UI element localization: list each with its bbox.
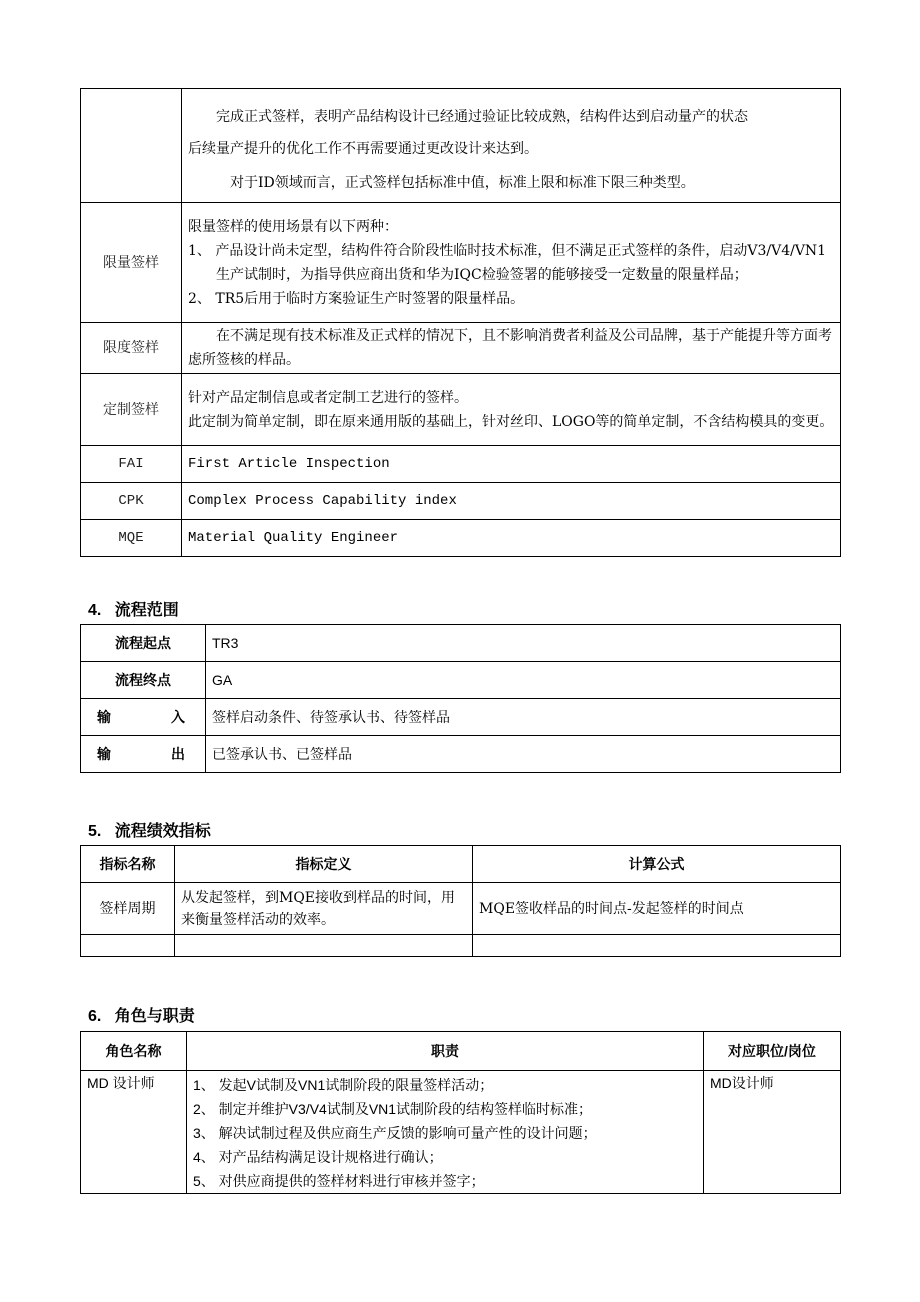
mqe-row <box>81 520 841 557</box>
kpi-row <box>81 883 841 935</box>
role-duties <box>187 1071 704 1194</box>
custom-sample-desc <box>182 374 841 446</box>
duty-item: 1、 发起V试制及VN1试制阶段的限量签样活动； <box>193 1077 494 1093</box>
scope-value-start: TR3 <box>206 625 841 662</box>
cpk-row <box>81 483 841 520</box>
kpi-header-formula: 计算公式 <box>473 846 841 883</box>
cpk-term: CPK <box>81 483 182 520</box>
degree-sample-row <box>81 323 841 374</box>
duty-item: 3、 解决试制过程及供应商生产反馈的影响可量产性的设计问题； <box>193 1125 597 1141</box>
formal-sample-term <box>81 89 182 203</box>
roles-header-duties: 职责 <box>187 1032 704 1071</box>
kpi-empty-cell <box>473 935 841 957</box>
kpi-table <box>80 845 841 957</box>
roles-header-role: 角色名称 <box>81 1032 187 1071</box>
kpi-formula: MQE签收样品的时间点-发起签样的时间点 <box>473 883 841 935</box>
kpi-empty-row <box>81 935 841 957</box>
section5-heading <box>88 818 211 841</box>
duty-item: 4、 对产品结构满足设计规格进行确认； <box>193 1149 443 1165</box>
custom-sample-row <box>81 374 841 446</box>
scope-row-start <box>81 625 841 662</box>
formal-sample-para1: 完成正式签样，表明产品结构设计已经通过验证比较成熟，结构件达到启动量产的状态 <box>216 108 748 125</box>
scope-value-output: 已签承认书、已签样品 <box>206 736 841 773</box>
duty-item: 5、 对供应商提供的签样材料进行审核并签字； <box>193 1173 485 1189</box>
cpk-desc: Complex Process Capability index <box>182 483 841 520</box>
section4-title: 流程范围 <box>114 602 179 619</box>
section4-number: 4. <box>88 602 102 619</box>
limit-sample-desc <box>182 203 841 323</box>
limit-sample-item2: 2、 TR5后用于临时方案验证生产时签署的限量样品。 <box>188 290 525 307</box>
process-scope-table <box>80 624 841 773</box>
scope-value-input: 签样启动条件、待签承认书、待签样品 <box>206 699 841 736</box>
kpi-empty-cell <box>175 935 473 957</box>
limit-sample-intro: 限量签样的使用场景有以下两种： <box>188 218 398 235</box>
roles-table <box>80 1031 841 1194</box>
degree-sample-text: 在不满足现有技术标准及正式样的情况下，且不影响消费者利益及公司品牌，基于产能提升等方面考虑所签核的样品。 <box>188 328 832 368</box>
fai-row <box>81 446 841 483</box>
roles-row <box>81 1071 841 1194</box>
kpi-name: 签样周期 <box>81 883 175 935</box>
scope-key-start: 流程起点 <box>81 625 206 662</box>
section5-title: 流程绩效指标 <box>114 823 211 840</box>
scope-row-input <box>81 699 841 736</box>
section6-heading <box>88 1003 195 1026</box>
degree-sample-term: 限度签样 <box>81 323 182 374</box>
custom-sample-term: 定制签样 <box>81 374 182 446</box>
scope-key-end: 流程终点 <box>81 662 206 699</box>
section6-title: 角色与职责 <box>114 1008 195 1025</box>
role-name: MD 设计师 <box>81 1071 187 1194</box>
fai-desc: First Article Inspection <box>182 446 841 483</box>
scope-key-input: 输 入 <box>81 699 206 736</box>
section4-heading <box>88 597 179 620</box>
kpi-header-row <box>81 846 841 883</box>
fai-term: FAI <box>81 446 182 483</box>
role-position: MD设计师 <box>704 1071 841 1194</box>
limit-sample-term: 限量签样 <box>81 203 182 323</box>
kpi-empty-cell <box>81 935 175 957</box>
degree-sample-desc <box>182 323 841 374</box>
kpi-definition: 从发起签样，到MQE接收到样品的时间，用来衡量签样活动的效率。 <box>175 883 473 935</box>
scope-row-end <box>81 662 841 699</box>
mqe-desc: Material Quality Engineer <box>182 520 841 557</box>
limit-sample-item1: 1、 产品设计尚未定型，结构件符合阶段性临时技术标准，但不满足正式签样的条件，启动V3/V4/VN1生产试制时，为指导供应商出货和华为IQC检验签署的能够接受一定数量的限量样品； <box>188 242 827 283</box>
kpi-header-definition: 指标定义 <box>175 846 473 883</box>
roles-header-row <box>81 1032 841 1071</box>
section5-number: 5. <box>88 823 102 840</box>
scope-row-output <box>81 736 841 773</box>
mqe-term: MQE <box>81 520 182 557</box>
limit-sample-row <box>81 203 841 323</box>
roles-header-position: 对应职位/岗位 <box>704 1032 841 1071</box>
formal-sample-desc <box>182 89 841 203</box>
custom-sample-line2: 此定制为简单定制，即在原来通用版的基础上，针对丝印、LOGO等的简单定制，不含结构模具的变更。 <box>188 413 834 430</box>
definitions-table <box>80 88 841 557</box>
formal-sample-para2: 后续量产提升的优化工作不再需要通过更改设计来达到。 <box>188 140 538 157</box>
kpi-header-name: 指标名称 <box>81 846 175 883</box>
formal-sample-para3: 对于ID领域而言，正式签样包括标准中值，标准上限和标准下限三种类型。 <box>230 174 695 191</box>
formal-sample-row <box>81 89 841 203</box>
custom-sample-line1: 针对产品定制信息或者定制工艺进行的签样。 <box>188 389 468 406</box>
scope-value-end: GA <box>206 662 841 699</box>
section6-number: 6. <box>88 1008 102 1025</box>
duty-item: 2、 制定并维护V3/V4试制及VN1试制阶段的结构签样临时标准； <box>193 1101 593 1117</box>
scope-key-output: 输 出 <box>81 736 206 773</box>
